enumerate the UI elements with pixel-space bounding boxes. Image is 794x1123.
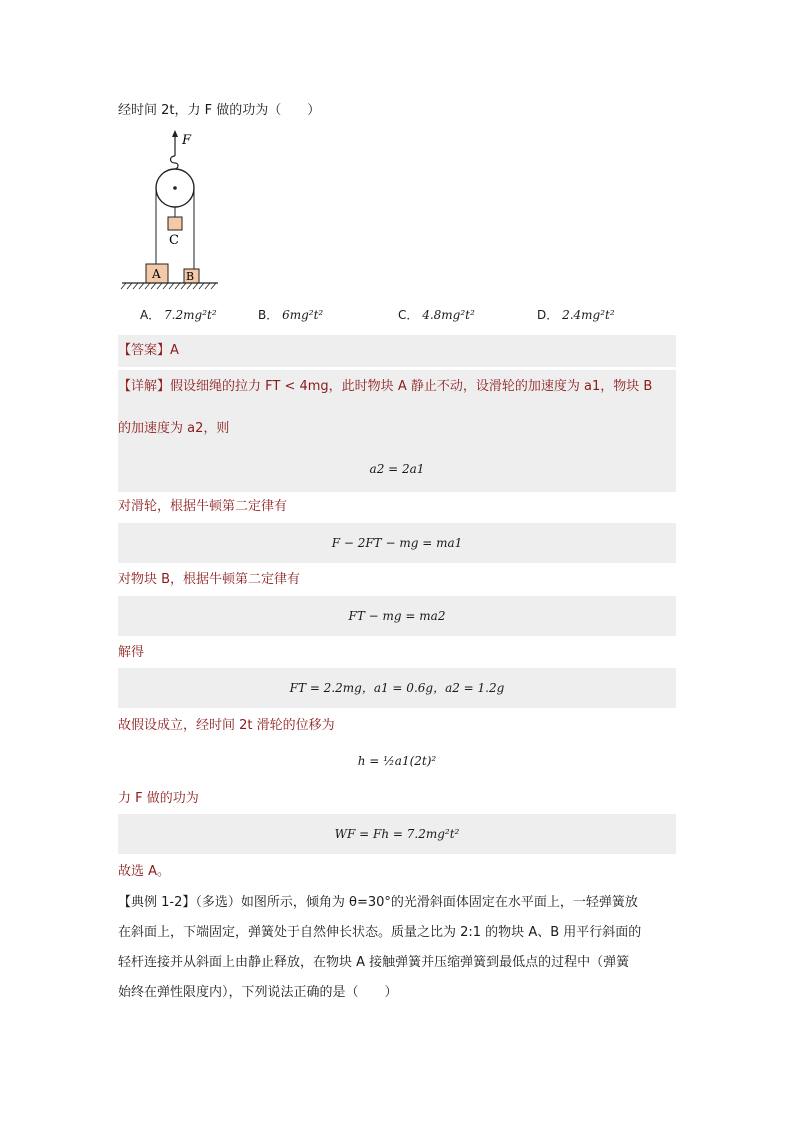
block-c <box>168 217 182 230</box>
equation-3: FT − mg = ma2 <box>348 609 446 623</box>
choice-d-value: 2.4mg²t² <box>562 308 615 322</box>
choice-b-letter: B． <box>258 308 279 322</box>
example-line-1: 【典例 1-2】（多选）如图所示，倾角为 θ=30°的光滑斜面体固定在水平面上，一轻弹簧放 <box>118 895 638 910</box>
choice-b-value: 6mg²t² <box>282 308 324 322</box>
choice-a-letter: A． <box>140 308 161 322</box>
answer-line <box>118 341 179 361</box>
detail-text-5: 故假设成立，经时间 2t 滑轮的位移为 <box>118 718 335 733</box>
hook-icon <box>171 156 179 169</box>
example-line-3: 轻杆连接并从斜面上由静止释放，在物块 A 接触弹簧并压缩弹簧到最低点的过程中（弹簧 <box>118 955 630 970</box>
choice-d-letter: D． <box>537 308 559 322</box>
detail-text-1: 假设细绳的拉力 FT < 4mg，此时物块 A 静止不动，设滑轮的加速度为 a1，物块 B <box>170 379 653 394</box>
detail-line-2: 的加速度为 a2，则 <box>118 421 230 436</box>
label-c: C <box>169 233 179 248</box>
label-a: A <box>152 267 161 281</box>
pulley-diagram <box>118 128 218 293</box>
detail-line-1 <box>118 377 652 397</box>
example-paragraph <box>118 888 678 1008</box>
equation-1: a2 = 2a1 <box>369 462 425 476</box>
force-arrowhead <box>172 130 178 137</box>
answer-block-bg <box>118 335 676 367</box>
detail-tag: 【详解】 <box>118 379 171 394</box>
choice-d[interactable] <box>537 305 615 325</box>
detail-text-6: 力 F 做的功为 <box>118 791 199 806</box>
choice-c[interactable] <box>398 305 475 325</box>
choice-c-value: 4.8mg²t² <box>422 308 475 322</box>
detail-text-4: 解得 <box>118 645 145 660</box>
example-line-4: 始终在弹性限度内），下列说法正确的是（ ） <box>118 985 398 1000</box>
choice-a[interactable] <box>140 305 217 325</box>
equation-2: F − 2FT − mg = ma1 <box>331 536 463 550</box>
label-b: B <box>186 270 195 283</box>
choice-b[interactable] <box>258 305 323 325</box>
answer-tag: 【答案】 <box>118 343 171 358</box>
equation-5: h = ½a1(2t)² <box>357 754 437 768</box>
detail-text-2: 对滑轮，根据牛顿第二定律有 <box>118 499 288 514</box>
question-stem: 经时间 2t，力 F 做的功为（ ） <box>118 103 321 118</box>
equation-4: FT = 2.2mg，a1 = 0.6g，a2 = 1.2g <box>289 681 505 695</box>
answer-value: A <box>170 343 179 358</box>
detail-conclusion: 故选 A。 <box>118 864 171 879</box>
detail-text-3: 对物块 B，根据牛顿第二定律有 <box>118 572 301 587</box>
choice-a-value: 7.2mg²t² <box>164 308 217 322</box>
force-label: F <box>182 133 192 148</box>
equation-6: WF = Fh = 7.2mg²t² <box>334 827 460 841</box>
example-line-2: 在斜面上，下端固定，弹簧处于自然伸长状态。质量之比为 2:1 的物块 A、B 用平行斜面的 <box>118 925 642 940</box>
ground-hatch <box>121 283 216 289</box>
pulley-axle <box>173 186 177 190</box>
choice-c-letter: C． <box>398 308 419 322</box>
